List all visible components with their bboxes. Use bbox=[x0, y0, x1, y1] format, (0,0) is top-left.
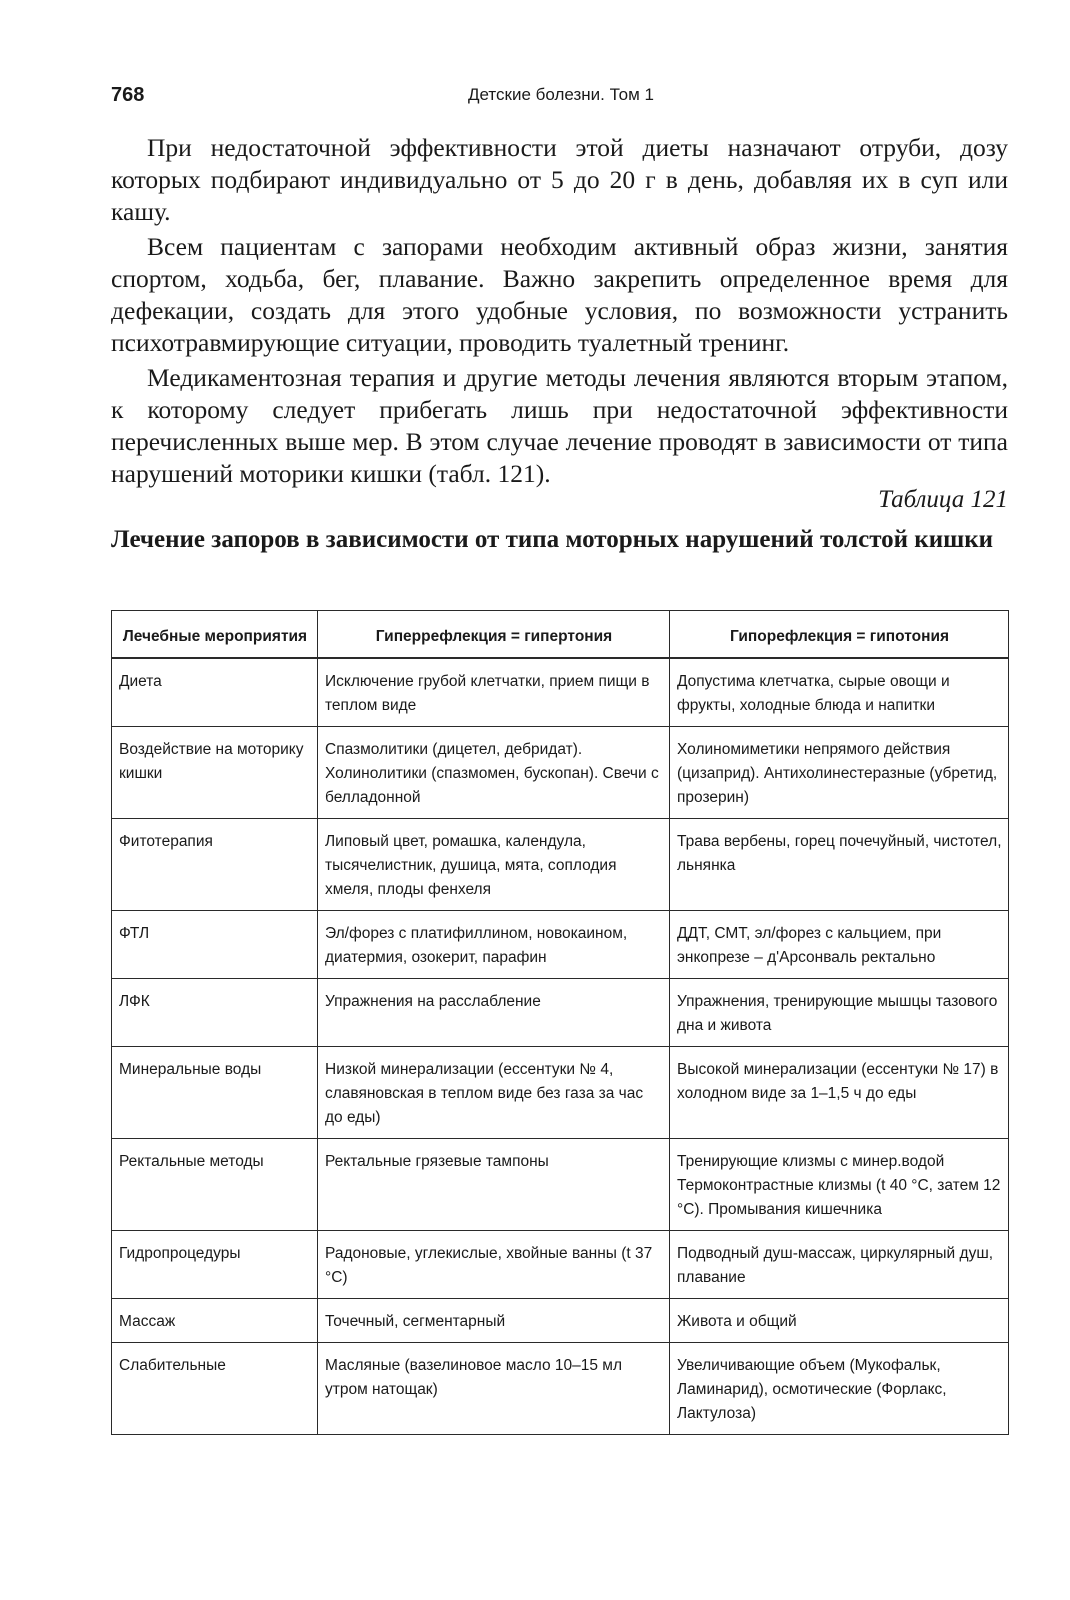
table-cell: Эл/форез с платифиллином, новокаином, диатермия, озокерит, парафин bbox=[318, 911, 670, 979]
table-header-row bbox=[112, 611, 1009, 659]
table-cell: Фитотерапия bbox=[112, 819, 318, 911]
table-row bbox=[112, 727, 1009, 819]
body-text bbox=[111, 132, 1008, 493]
paragraph: Всем пациентам с запорами необходим активный образ жизни, занятия спортом, ходьба, бег, плавание. Важно закрепить определенное время для дефекации, создать для этого удобные условия, по возможности устранить психотравмирующие ситуации, проводить туалетный тренинг. bbox=[111, 232, 1008, 357]
table-cell: Точечный, сегментарный bbox=[318, 1299, 670, 1343]
table-row bbox=[112, 658, 1009, 727]
table-row bbox=[112, 1343, 1009, 1435]
table-cell: Воздействие на моторику кишки bbox=[112, 727, 318, 819]
table-cell: Живота и общий bbox=[670, 1299, 1009, 1343]
table-title: Лечение запоров в зависимости от типа моторных нарушений толстой кишки bbox=[111, 526, 994, 553]
page-number: 768 bbox=[111, 84, 145, 106]
table-caption: Таблица 121 bbox=[878, 486, 1008, 513]
table-cell: Масляные (вазелиновое масло 10–15 мл утром натощак) bbox=[318, 1343, 670, 1435]
table-row bbox=[112, 1231, 1009, 1299]
table-row bbox=[112, 1139, 1009, 1231]
column-header: Гиперрефлекция = гипертония bbox=[318, 611, 670, 659]
table-cell: Липовый цвет, ромашка, календула, тысячелистник, душица, мята, соплодия хмеля, плоды фенхеля bbox=[318, 819, 670, 911]
table-cell: Тренирующие клизмы с минер.водой Термоконтрастные клизмы (t 40 °С, затем 12 °С). Промывания кишечника bbox=[670, 1139, 1009, 1231]
table-cell: Холиномиметики непрямого действия (цизаприд). Антихолинестеразные (убретид, прозерин) bbox=[670, 727, 1009, 819]
table-cell: Ректальные грязевые тампоны bbox=[318, 1139, 670, 1231]
table-cell: Исключение грубой клетчатки, прием пищи в теплом виде bbox=[318, 658, 670, 727]
table-row bbox=[112, 911, 1009, 979]
table-row bbox=[112, 1047, 1009, 1139]
paragraph: Медикаментозная терапия и другие методы лечения являются вторым этапом, к которому следует прибегать лишь при недостаточной эффективности перечисленных выше мер. В этом случае лечение проводят в зависимости от типа нарушений моторики кишки (табл. 121). bbox=[111, 363, 1008, 488]
table-cell: Диета bbox=[112, 658, 318, 727]
table-cell: Спазмолитики (дицетел, дебридат). Холинолитики (спазмомен, бускопан). Свечи с белладонной bbox=[318, 727, 670, 819]
table-cell: Увеличивающие объем (Мукофальк, Ламинарид), осмотические (Форлакс, Лактулоза) bbox=[670, 1343, 1009, 1435]
table-cell: Массаж bbox=[112, 1299, 318, 1343]
table-row bbox=[112, 819, 1009, 911]
book-title: Детские болезни. Том 1 bbox=[468, 85, 654, 104]
table-cell: ДДТ, СМТ, эл/форез с кальцием, при энкопрезе – д'Арсонваль ректально bbox=[670, 911, 1009, 979]
column-header: Гипорефлекция = гипотония bbox=[670, 611, 1009, 659]
table-cell: ЛФК bbox=[112, 979, 318, 1047]
table-cell: Трава вербены, горец почечуйный, чистотел, льнянка bbox=[670, 819, 1009, 911]
table-cell: ФТЛ bbox=[112, 911, 318, 979]
table-cell: Допустима клетчатка, сырые овощи и фрукты, холодные блюда и напитки bbox=[670, 658, 1009, 727]
column-header: Лечебные мероприятия bbox=[112, 611, 318, 659]
table-cell: Упражнения на расслабление bbox=[318, 979, 670, 1047]
table-cell: Гидропроцедуры bbox=[112, 1231, 318, 1299]
table-cell: Упражнения, тренирующие мышцы тазового дна и живота bbox=[670, 979, 1009, 1047]
table-row bbox=[112, 1299, 1009, 1343]
table-cell: Слабительные bbox=[112, 1343, 318, 1435]
table-cell: Радоновые, углекислые, хвойные ванны (t 37 °С) bbox=[318, 1231, 670, 1299]
table-cell: Высокой минерализации (ессентуки № 17) в холодном виде за 1–1,5 ч до еды bbox=[670, 1047, 1009, 1139]
table-cell: Низкой минерализации (ессентуки № 4, славяновская в теплом виде без газа за час до еды) bbox=[318, 1047, 670, 1139]
table-cell: Минеральные воды bbox=[112, 1047, 318, 1139]
paragraph: При недостаточной эффективности этой диеты назначают отруби, дозу которых подбирают индивидуально от 5 до 20 г в день, добавляя их в суп или кашу. bbox=[111, 133, 1008, 226]
treatment-table bbox=[111, 610, 1009, 1435]
table-cell: Подводный душ-массаж, циркулярный душ, плавание bbox=[670, 1231, 1009, 1299]
running-head bbox=[111, 84, 1011, 114]
table-cell: Ректальные методы bbox=[112, 1139, 318, 1231]
table-row bbox=[112, 979, 1009, 1047]
